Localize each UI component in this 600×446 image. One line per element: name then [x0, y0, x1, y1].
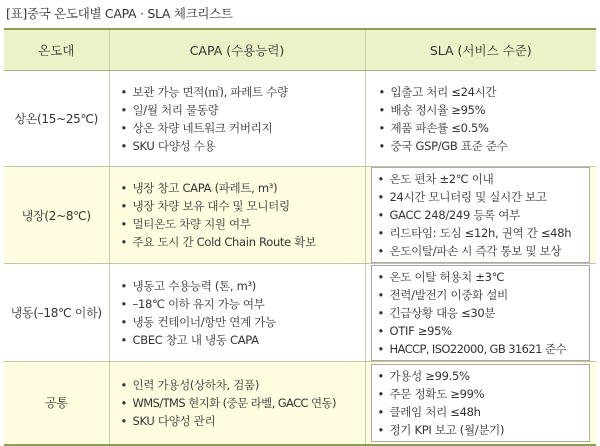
capa-sla-table: [4, 28, 596, 446]
sla-list: [378, 268, 586, 358]
list-item: • 24시간 모니터링 및 실시간 보고: [378, 188, 586, 206]
category-cell: 상온(15~25℃): [4, 71, 109, 167]
sla-list: [371, 83, 591, 155]
list-item: • 온도이탈/파손 시 즉각 통보 및 보상: [378, 242, 586, 260]
list-item: • 클레임 처리 ≤48h: [378, 403, 586, 421]
sla-list: [378, 367, 586, 439]
header-temperature-zone: 온도대: [4, 29, 109, 71]
sla-box: [371, 364, 591, 442]
sla-cell: [365, 362, 596, 445]
capa-list: [111, 179, 364, 251]
list-item: • 냉장 차량 보유 대수 및 모니터링: [121, 197, 364, 215]
list-item: • 냉장 창고 CAPA (파레트, m³): [121, 179, 364, 197]
list-item: • CBEC 창고 내 냉동 CAPA: [121, 331, 364, 349]
list-item: • 일/월 처리 물동량: [121, 101, 364, 119]
list-item: • OTIF ≥95%: [378, 322, 586, 340]
category-cell: 공통: [4, 362, 109, 445]
list-item: • 멀티온도 차량 지원 여부: [121, 215, 364, 233]
sla-cell: [365, 71, 596, 167]
list-item: • 주요 도시 간 Cold Chain Route 확보: [121, 233, 364, 251]
table-title: [표]중국 온도대별 CAPA · SLA 체크리스트: [6, 6, 233, 21]
capa-list: [111, 376, 364, 430]
list-item: • –18℃ 이하 유지 가능 여부: [121, 295, 364, 313]
sla-box: [371, 265, 591, 361]
list-item: • 입출고 처리 ≤24시간: [379, 83, 591, 101]
list-item: • SKU 다양성 관리: [121, 412, 364, 430]
list-item: • 정기 KPI 보고 (월/분기): [378, 421, 586, 439]
list-item: • 긴급상황 대응 ≤30분: [378, 304, 586, 322]
list-item: • 냉동 컨테이너/항만 연계 가능: [121, 313, 364, 331]
capa-list: [111, 83, 364, 155]
header-sla: SLA (서비스 수준): [365, 29, 596, 71]
list-item: • 전력/발전기 이중화 설비: [378, 286, 586, 304]
list-item: • 주문 정확도 ≥99%: [378, 385, 586, 403]
capa-cell: [109, 167, 365, 264]
category-cell: 냉장(2~8℃): [4, 167, 109, 264]
header-row: [4, 29, 596, 71]
capa-cell: [109, 362, 365, 445]
list-item: • 냉동고 수용능력 (톤, m³): [121, 277, 364, 295]
list-item: • HACCP, ISO22000, GB 31621 준수: [378, 340, 586, 358]
sla-cell: [365, 264, 596, 362]
list-item: • 제품 파손률 ≤0.5%: [379, 119, 591, 137]
table-row: [4, 71, 596, 167]
capa-cell: [109, 71, 365, 167]
list-item: • 보관 가능 면적(㎡), 파레트 수량: [121, 83, 364, 101]
list-item: • SKU 다양성 수용: [121, 137, 364, 155]
sla-list: [378, 170, 586, 260]
list-item: • 온도 이탈 허용치 ±3℃: [378, 268, 586, 286]
sla-cell: [365, 167, 596, 264]
list-item: • 인력 가용성(상하차, 검품): [121, 376, 364, 394]
list-item: • 온도 편차 ±2℃ 이내: [378, 170, 586, 188]
capa-list: [111, 277, 364, 349]
list-item: • WMS/TMS 현지화 (중문 라벨, GACC 연동): [121, 394, 364, 412]
table-row: [4, 362, 596, 445]
table-row: [4, 167, 596, 264]
header-capa: CAPA (수용능력): [109, 29, 365, 71]
list-item: • 가용성 ≥99.5%: [378, 367, 586, 385]
list-item: • 중국 GSP/GB 표준 준수: [379, 137, 591, 155]
list-item: • 배송 정시율 ≥95%: [379, 101, 591, 119]
capa-cell: [109, 264, 365, 362]
list-item: • 상온 차량 네트워크 커버리지: [121, 119, 364, 137]
list-item: • GACC 248/249 등록 여부: [378, 206, 586, 224]
table-row: [4, 264, 596, 362]
sla-box: [371, 167, 591, 263]
category-cell: 냉동(–18℃ 이하): [4, 264, 109, 362]
list-item: • 리드타임: 도심 ≤12h, 권역 간 ≤48h: [378, 224, 586, 242]
